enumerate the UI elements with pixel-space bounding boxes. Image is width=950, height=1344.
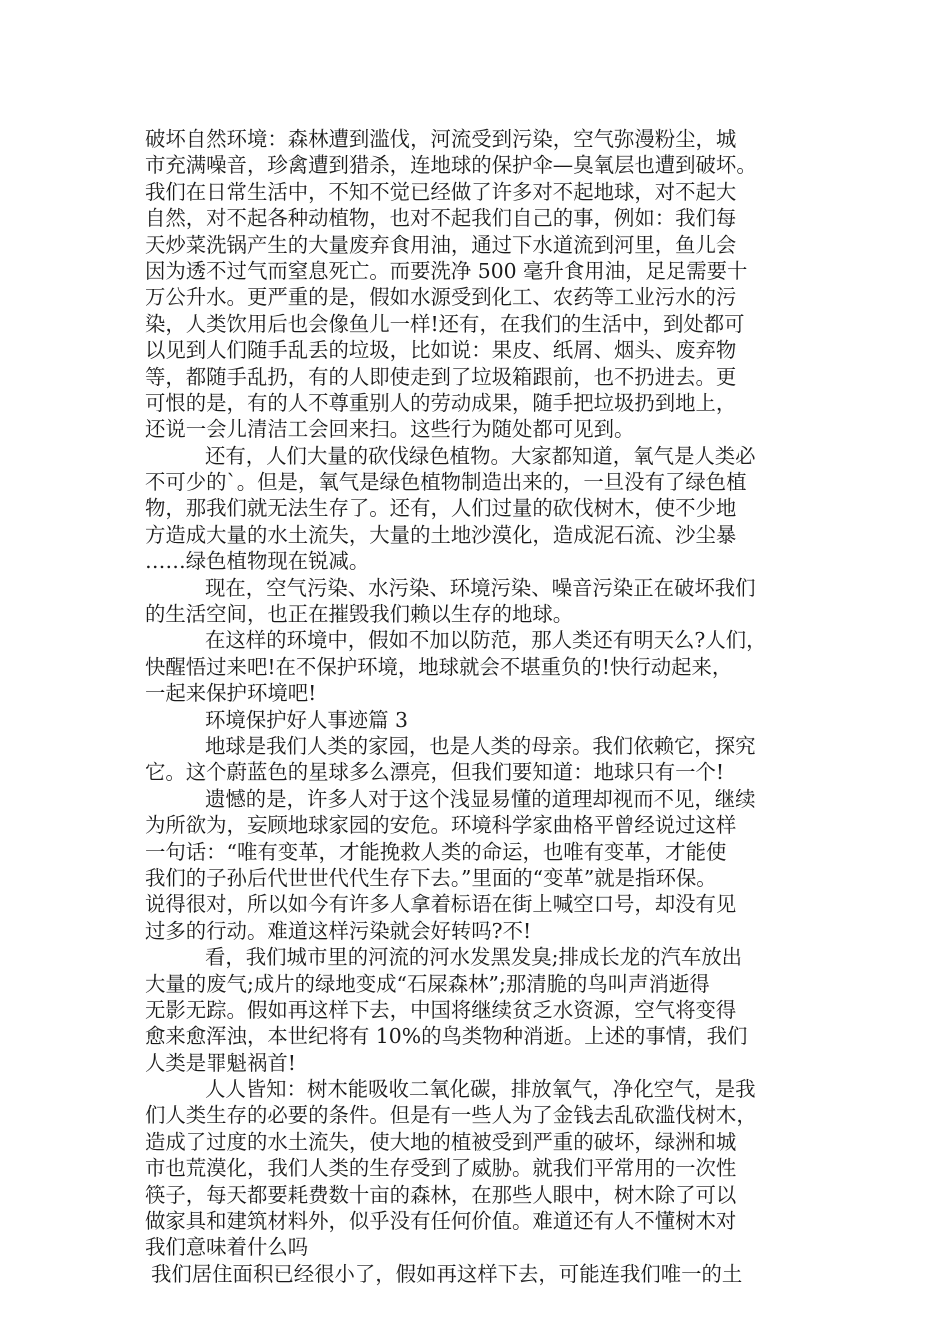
text-line: 说得很对，所以如今有许多人拿着标语在街上喊空口号，却没有见	[145, 892, 737, 917]
text-line: 愈来愈浑浊，本世纪将有 10%的鸟类物种消逝。上述的事情，我们	[145, 1024, 748, 1049]
text-line: 方造成大量的水土流失，大量的土地沙漠化，造成泥石流、沙尘暴	[145, 522, 737, 547]
text-line: 筷子，每天都要耗费数十亩的森林，在那些人眼中，树木除了可以	[145, 1182, 737, 1207]
text-line: ……绿色植物现在锐减。	[145, 549, 370, 574]
text-line: 还说一会儿清洁工会回来扫。这些行为随处都可见到。	[145, 417, 635, 442]
text-line: 市也荒漠化，我们人类的生存受到了威胁。就我们平常用的一次性	[145, 1156, 737, 1181]
text-line: 天炒菜洗锅产生的大量废弃食用油，通过下水道流到河里，鱼儿会	[145, 232, 737, 257]
text-line: 不可少的`。但是，氧气是绿色植物制造出来的，一旦没有了绿色植	[145, 470, 747, 495]
text-line: 它。这个蔚蓝色的星球多么漂亮，但我们要知道：地球只有一个!	[145, 760, 725, 785]
text-line: 我们在日常生活中，不知不觉已经做了许多对不起地球，对不起大	[145, 179, 737, 204]
text-line: 染，人类饮用后也会像鱼儿一样!还有，在我们的生活中，到处都可	[145, 311, 745, 336]
text-line: 为所欲为，妄顾地球家园的安危。环境科学家曲格平曾经说过这样	[145, 813, 737, 838]
paragraph-start-line: 看，我们城市里的河流的河水发黑发臭;排成长龙的汽车放出	[205, 945, 743, 970]
text-line: 人类是罪魁祸首!	[145, 1050, 296, 1075]
paragraph-start-line: 遗憾的是，许多人对于这个浅显易懂的道理却视而不见，继续	[205, 786, 756, 811]
paragraph-start-line: 人人皆知：树木能吸收二氧化碳，排放氧气，净化空气，是我	[205, 1077, 756, 1102]
text-line: 我们意味着什么吗	[145, 1235, 309, 1260]
text-line: 过多的行动。难道这样污染就会好转吗?不!	[145, 918, 532, 943]
text-line: 等，都随手乱扔，有的人即使走到了垃圾箱跟前，也不扔进去。更	[145, 364, 737, 389]
paragraph-start-line: 在这样的环境中，假如不加以防范，那人类还有明天么?人们，	[205, 628, 767, 653]
text-line: 大量的废气;成片的绿地变成“石屎森林”;那清脆的鸟叫声消逝得	[145, 971, 710, 996]
text-line: 自然，对不起各种动植物，也对不起我们自己的事，例如：我们每	[145, 206, 737, 231]
text-line: 市充满噪音，珍禽遭到猎杀，连地球的保护伞—臭氧层也遭到破坏。	[145, 153, 757, 178]
text-line: 我们的子孙后代世世代代生存下去。”里面的“变革”就是指环保。	[145, 865, 717, 890]
text-line: 造成了过度的水土流失，使大地的植被受到严重的破坏，绿洲和城	[145, 1129, 737, 1154]
text-line: 的生活空间，也正在摧毁我们赖以生存的地球。	[145, 602, 574, 627]
text-line: 万公升水。更严重的是，假如水源受到化工、农药等工业污水的污	[145, 285, 737, 310]
section-heading: 环境保护好人事迹篇 3	[205, 707, 408, 732]
paragraph-start-line: 还有，人们大量的砍伐绿色植物。大家都知道，氧气是人类必	[205, 443, 756, 468]
text-line: 一句话：“唯有变革，才能挽救人类的命运，也唯有变革，才能使	[145, 839, 727, 864]
paragraph-start-line: 地球是我们人类的家园，也是人类的母亲。我们依赖它，探究	[205, 733, 756, 758]
text-line: 物，那我们就无法生存了。还有，人们过量的砍伐树木，使不少地	[145, 496, 737, 521]
text-line: 我们居住面积已经很小了，假如再这样下去，可能连我们唯一的土	[151, 1261, 743, 1286]
text-line: 破坏自然环境：森林遭到滥伐，河流受到污染，空气弥漫粉尘，城	[145, 127, 737, 151]
text-line: 以见到人们随手乱丢的垃圾，比如说：果皮、纸屑、烟头、废弃物	[145, 338, 737, 363]
text-line: 们人类生存的必要的条件。但是有一些人为了金钱去乱砍滥伐树木，	[145, 1103, 757, 1128]
paragraph-start-line: 现在，空气污染、水污染、环境污染、噪音污染正在破坏我们	[205, 575, 756, 600]
text-line: 做家具和建筑材料外，似乎没有任何价值。难道还有人不懂树木对	[145, 1209, 737, 1234]
text-line: 快醒悟过来吧!在不保护环境，地球就会不堪重负的!快行动起来，	[145, 654, 733, 679]
text-line: 因为透不过气而窒息死亡。而要洗净 500 毫升食用油，足足需要十	[145, 258, 748, 283]
body-text	[145, 126, 805, 1287]
text-line: 一起来保护环境吧!	[145, 681, 317, 706]
text-line: 无影无踪。假如再这样下去，中国将继续贫乏水资源，空气将变得	[145, 997, 737, 1022]
text-line: 可恨的是，有的人不尊重别人的劳动成果，随手把垃圾扔到地上，	[145, 390, 737, 415]
